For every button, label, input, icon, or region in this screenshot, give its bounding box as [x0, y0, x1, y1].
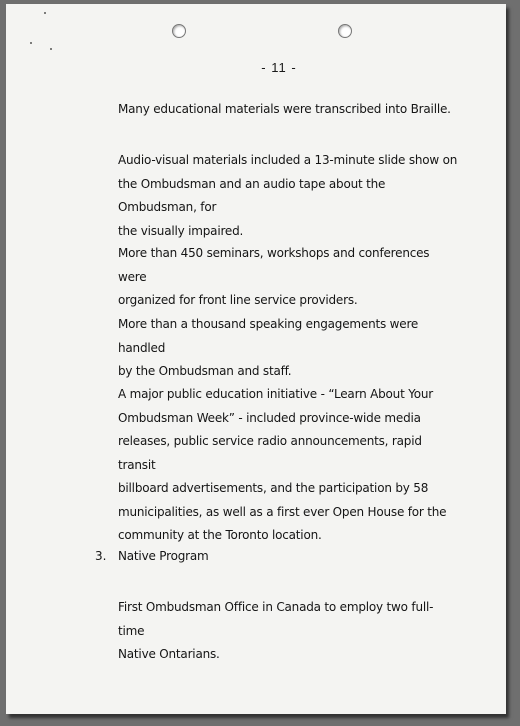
section-body: First Ombudsman Office in Canada to employ two full-time Native Ontarians. — [118, 600, 434, 661]
page-number: - 11 - — [261, 60, 297, 75]
paragraph-seminars: More than 450 seminars, workshops and conferences were organized for front line service providers. — [118, 246, 430, 307]
section-number: 3. — [95, 549, 107, 563]
punch-hole-left — [172, 24, 186, 38]
paragraph-public-education: A major public education initiative - “Learn About Your Ombudsman Week” - included province-wide media releases, public service radio announcements, rapid transit billboard advertisements, and the participation by 58 municipalities, as well as a first ever Open House for the community at the Toronto location. — [118, 387, 447, 542]
punch-hole-right — [338, 24, 352, 38]
paper-speck — [30, 42, 32, 44]
paragraph-audio-visual: Audio-visual materials included a 13-minute slide show on the Ombudsman and an audio tape about the Ombudsman, for the visually impaired. — [118, 153, 458, 238]
paragraph-speaking-engagements: More than a thousand speaking engagements were handled by the Ombudsman and staff. — [118, 317, 419, 378]
document-page — [6, 4, 506, 714]
section-title: Native Program — [118, 549, 209, 563]
paper-speck — [50, 48, 52, 50]
paper-speck — [44, 12, 46, 14]
paragraph-braille: Many educational materials were transcribed into Braille. — [118, 102, 451, 116]
